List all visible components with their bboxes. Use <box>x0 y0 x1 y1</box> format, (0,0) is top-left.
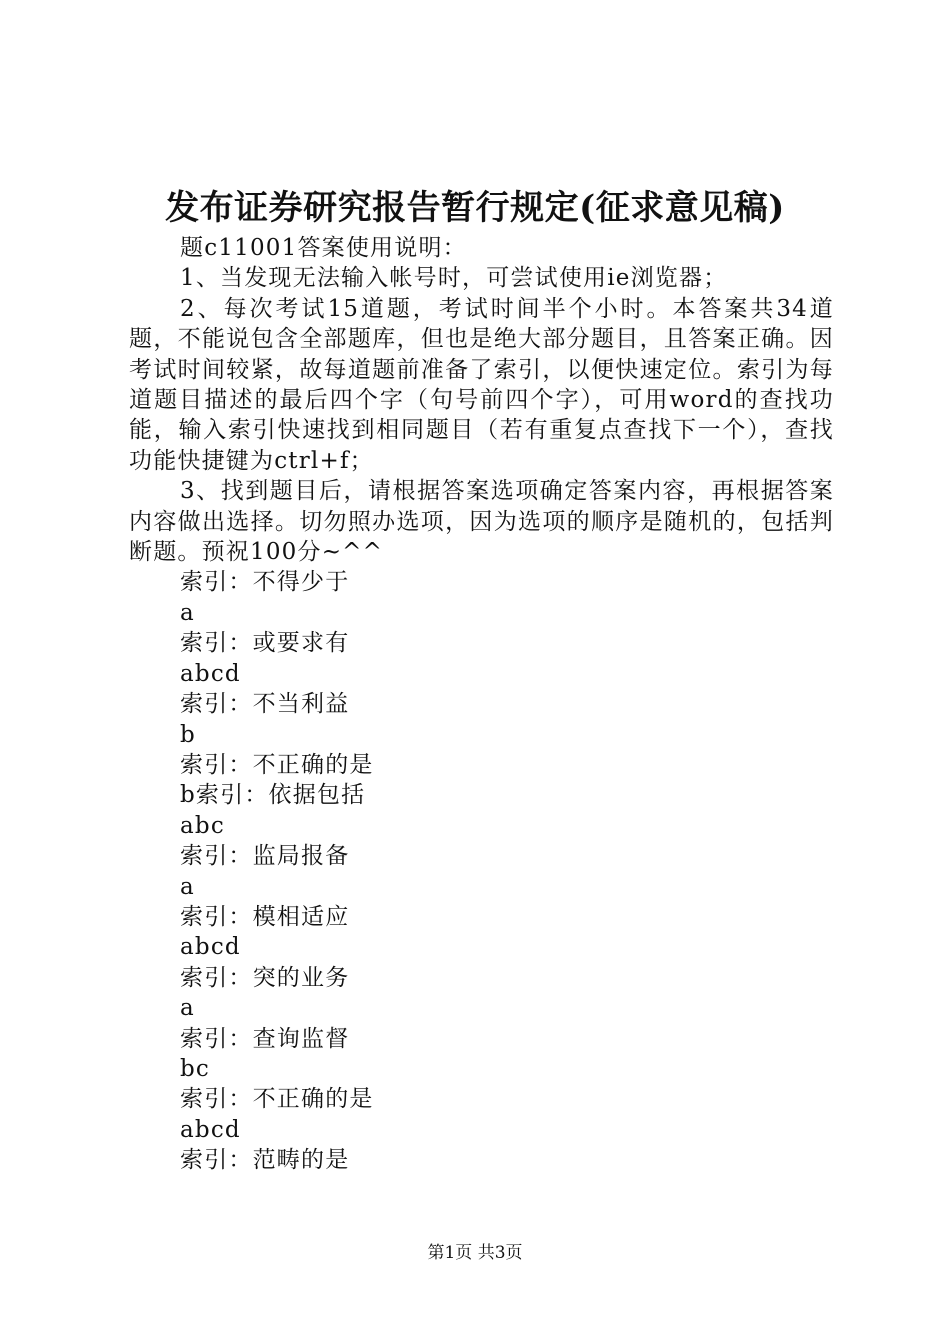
answer-entry: bc <box>180 1055 211 1082</box>
answer-entry: abcd <box>180 660 241 687</box>
answer-entry: 索引：或要求有 <box>180 630 350 657</box>
answer-entry: 索引：不正确的是 <box>180 751 374 778</box>
instruction-paragraph-3: 3、找到题目后，请根据答案选项确定答案内容，再根据答案内容做出选择。切勿照办选项，因为选项的顺序是随机的，包括判断题。预祝100分~^^ <box>129 478 834 566</box>
answer-entry: 索引：不当利益 <box>180 691 350 718</box>
answer-entry: 索引：不得少于 <box>180 569 350 596</box>
instruction-paragraph-1: 1、当发现无法输入帐号时，可尝试使用ie浏览器； <box>180 265 728 292</box>
document-body <box>129 233 834 1176</box>
answer-entry: b <box>180 721 196 748</box>
answer-entry: abc <box>180 812 225 839</box>
document-title: 发布证券研究报告暂行规定(征求意见稿) <box>165 188 785 228</box>
answer-entry: b索引：依据包括 <box>180 782 366 809</box>
answer-entry: 索引：查询监督 <box>180 1025 350 1052</box>
answer-entry: 索引：突的业务 <box>180 964 350 991</box>
answer-entry: a <box>180 599 195 626</box>
answer-entry: 索引：监局报备 <box>180 843 350 870</box>
answer-entry: abcd <box>180 1116 241 1143</box>
page-footer: 第1页 共3页 <box>427 1243 523 1263</box>
answer-entry: 索引：不正确的是 <box>180 1086 374 1113</box>
answer-entry: 索引：模相适应 <box>180 903 350 930</box>
answer-index-list <box>129 567 834 1175</box>
instruction-paragraph-2: 2、每次考试15道题，考试时间半个小时。本答案共34道题，不能说包含全部题库，但也是绝大部分题目，且答案正确。因考试时间较紧，故每道题前准备了索引，以便快速定位。索引为每道题目描述的最后四个字（句号前四个字），可用word的查找功能，输入索引快速找到相同题目（若有重复点查找下一个），查找功能快捷键为ctrl+f； <box>129 295 834 474</box>
answer-entry: 索引：范畴的是 <box>180 1147 350 1174</box>
intro-line: 题c11001答案使用说明： <box>180 235 467 261</box>
answer-entry: a <box>180 873 195 900</box>
answer-entry: abcd <box>180 934 241 961</box>
answer-entry: a <box>180 995 195 1022</box>
